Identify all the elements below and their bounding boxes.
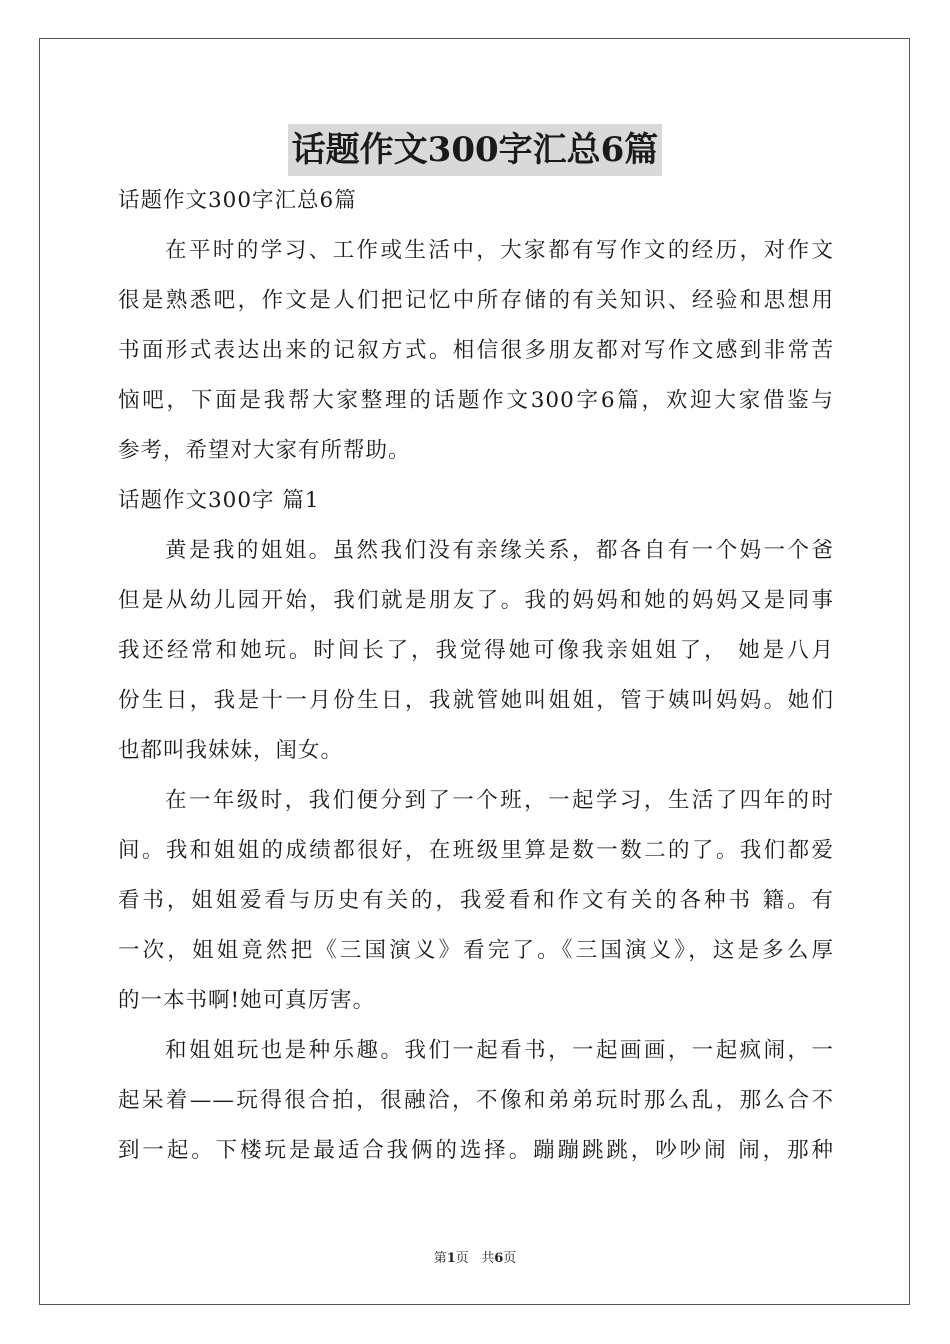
page-suffix: 页	[455, 1251, 469, 1266]
text-line: 在一年级时，我们便分到了一个班，一起学习，生活了四年的时	[165, 788, 834, 813]
page-footer	[0, 1247, 950, 1266]
text-line: 很是熟悉吧，作文是人们把记忆中所存储的有关知识、经验和思想用	[118, 288, 834, 313]
text-line: 间。我和姐姐的成绩都很好，在班级里算是数一数二的了。我们都爱	[118, 838, 834, 863]
text-line: 我还经常和她玩。时间长了，我觉得她可像我亲姐姐了， 她是八月	[118, 638, 834, 663]
text-line: 的一本书啊!她可真厉害。	[118, 988, 376, 1013]
text-line: 看书，姐姐爱看与历史有关的，我爱看和作文有关的各种书 籍。有	[118, 888, 834, 913]
document-title: 话题作文300字汇总6篇	[288, 124, 663, 176]
text-line: 一次，姐姐竟然把《三国演义》看完了。《三国演义》，这是多么厚	[118, 938, 834, 963]
text-line: 也都叫我妹妹，闺女。	[118, 738, 344, 763]
document-body	[118, 176, 834, 1176]
text-line: 到一起。下楼玩是最适合我俩的选择。蹦蹦跳跳，吵吵闹 闹，那种	[118, 1138, 834, 1163]
text-line: 份生日，我是十一月份生日，我就管她叫姐姐，管于姨叫妈妈。她们	[118, 688, 834, 713]
page-prefix: 第	[433, 1251, 447, 1266]
title-container	[0, 124, 950, 176]
text-line: 话题作文300字 篇1	[118, 488, 320, 513]
text-line: 参考，希望对大家有所帮助。	[118, 438, 411, 463]
text-line: 在平时的学习、工作或生活中，大家都有写作文的经历，对作文	[165, 238, 834, 263]
text-line: 和姐姐玩也是种乐趣。我们一起看书，一起画画，一起疯闹，一	[165, 1038, 834, 1063]
page-number: 1	[446, 1251, 456, 1266]
text-line: 书面形式表达出来的记叙方式。相信很多朋友都对写作文感到非常苦	[118, 338, 834, 363]
text-line: 但是从幼儿园开始，我们就是朋友了。我的妈妈和她的妈妈又是同事	[118, 588, 834, 613]
text-line: 恼吧，下面是我帮大家整理的话题作文300字6篇，欢迎大家借鉴与	[118, 388, 834, 413]
total-suffix: 页	[503, 1251, 517, 1266]
total-prefix: 共	[481, 1251, 495, 1266]
text-line: 黄是我的姐姐。虽然我们没有亲缘关系，都各自有一个妈一个爸	[165, 538, 834, 563]
total-pages: 6	[494, 1251, 504, 1266]
text-line: 话题作文300字汇总6篇	[118, 188, 357, 213]
text-line: 起呆着——玩得很合拍，很融洽，不像和弟弟玩时那么乱，那么合不	[118, 1088, 834, 1113]
